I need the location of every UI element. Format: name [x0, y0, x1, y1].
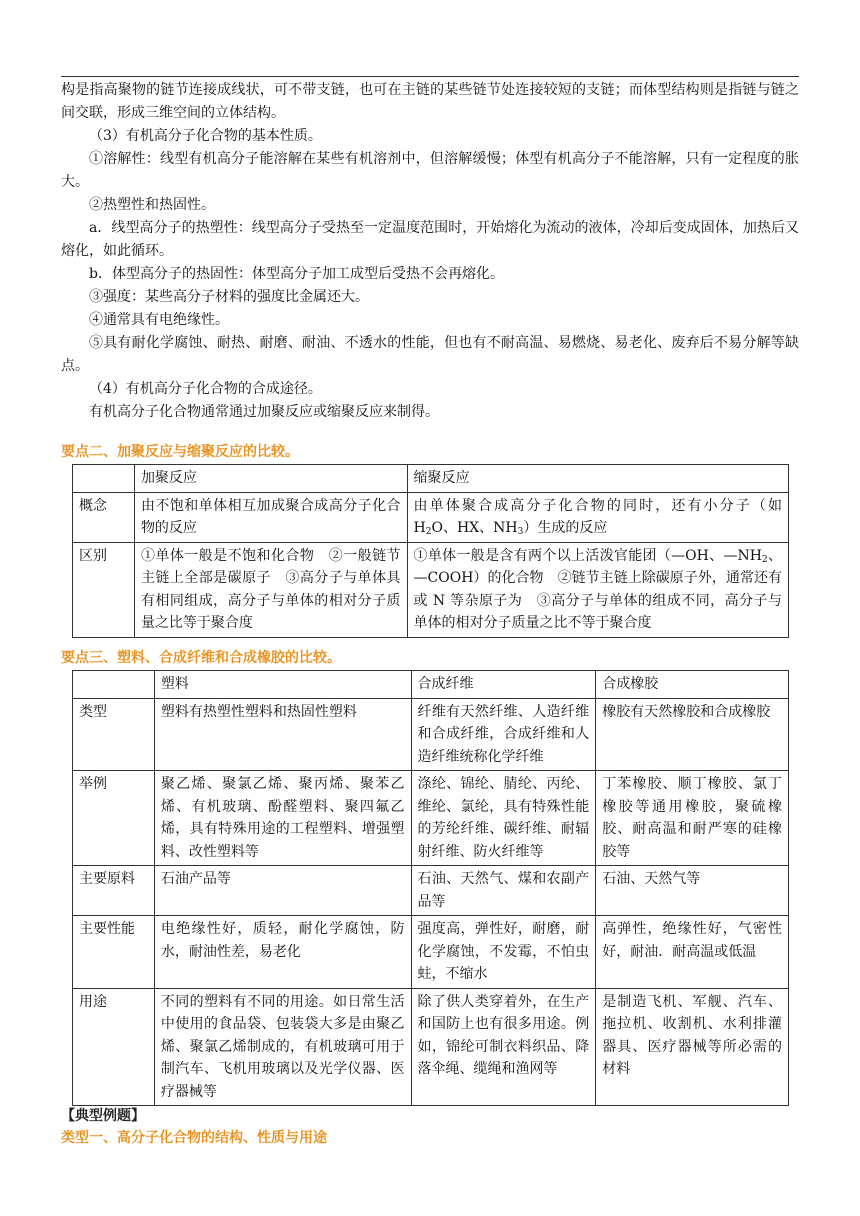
examples-title: 【典型例题】: [61, 1108, 145, 1124]
intro-paragraph-6: b．体型高分子的热固性：体型高分子加工成型后受热不会再熔化。: [89, 266, 504, 282]
table-row: [73, 465, 789, 493]
table-cell: 丁苯橡胶、顺丁橡胶、氯丁橡胶等通用橡胶，聚硫橡胶、耐高温和耐严寒的硅橡胶等: [596, 771, 789, 866]
intro-paragraph-11: 有机高分子化合物通常通过加聚反应或缩聚反应来制得。: [89, 404, 439, 420]
row-label: 区别: [73, 542, 135, 637]
table-cell: [407, 542, 788, 637]
intro-paragraph-1: 构是指高聚物的链节连接成线状，可不带支链，也可在主链的某些链节处连接较短的支链；而体型结构则是指链与链之间交联，形成三维空间的立体结构。: [61, 82, 799, 121]
row-label: 主要性能: [73, 916, 155, 989]
cell-text: ）生成的反应: [523, 520, 608, 536]
table-header-cell: 合成橡胶: [596, 671, 789, 699]
table-header-cell: [73, 671, 155, 699]
header-rule: [61, 76, 799, 77]
table-row: [73, 698, 789, 771]
table-header-cell: [73, 465, 135, 493]
intro-paragraph-4: ②热塑性和热固性。: [89, 197, 215, 213]
table-cell: 电绝缘性好，质轻，耐化学腐蚀，防水，耐油性差，易老化: [154, 916, 411, 989]
table-cell: 纤维有天然纤维、人造纤维和合成纤维，合成纤维和人造纤维统称化学纤维: [411, 698, 596, 771]
table-cell: 聚乙烯、聚氯乙烯、聚丙烯、聚苯乙烯、有机玻璃、酚醛塑料、聚四氟乙烯，具有特殊用途的工程塑料、增强塑料、改性塑料等: [154, 771, 411, 866]
table-cell: 除了供人类穿着外，在生产和国防上也有很多用途。例如，锦纶可制衣料织品、降落伞绳、缆绳和渔网等: [411, 988, 596, 1106]
table-cell: 石油产品等: [154, 866, 411, 916]
table-cell: 塑料有热塑性塑料和热固性塑料: [154, 698, 411, 771]
table-header-cell: 缩聚反应: [407, 465, 788, 493]
table-cell: 不同的塑料有不同的用途。如日常生活中使用的食品袋、包装袋大多是由聚乙烯、聚氯乙烯制成的，有机玻璃可用于制汽车、飞机用玻璃以及光学仪器、医疗器械等: [154, 988, 411, 1106]
table-row: [73, 866, 789, 916]
table-cell: 涤纶、锦纶、腈纶、丙纶、维纶、氯纶，具有特殊性能的芳纶纤维、碳纤维、耐辐射纤维、防火纤维等: [411, 771, 596, 866]
subscript: 2: [761, 554, 768, 565]
subscript: 2: [425, 527, 432, 537]
table-row: [73, 492, 789, 542]
table-header-cell: 加聚反应: [134, 465, 407, 493]
table-row: [73, 542, 789, 637]
intro-paragraph-10: （4）有机高分子化合物的合成途径。: [89, 381, 322, 397]
intro-paragraph-2: （3）有机高分子化合物的基本性质。: [89, 128, 322, 144]
table-cell: [407, 492, 788, 542]
cell-text: 、—COOH）的化合物 ②链节主链上除碳原子外，通常还有或 N 等杂原子为 ③高分子与单体的组成不同，高分子与单体的相对分子质量之比不等于聚合度: [413, 547, 783, 631]
table-cell: ①单体一般是不饱和化合物 ②一般链节主链上全部是碳原子 ③高分子与单体具有相同组成，高分子与单体的相对分子质量之比等于聚合度: [134, 542, 407, 637]
subscript: 3: [517, 527, 524, 537]
section2-title: 要点二、加聚反应与缩聚反应的比较。: [61, 444, 299, 460]
table-cell: 石油、天然气、煤和农副产品等: [411, 866, 596, 916]
table-header-cell: 合成纤维: [411, 671, 596, 699]
section3-title: 要点三、塑料、合成纤维和合成橡胶的比较。: [61, 650, 341, 666]
table-cell: 强度高，弹性好，耐磨，耐化学腐蚀，不发霉，不怕虫蛀，不缩水: [411, 916, 596, 989]
table-row: [73, 988, 789, 1106]
intro-paragraph-7: ③强度：某些高分子材料的强度比金属还大。: [89, 289, 369, 305]
example-type1-title: 类型一、高分子化合物的结构、性质与用途: [61, 1130, 327, 1146]
table-row: [73, 771, 789, 866]
row-label: 概念: [73, 492, 135, 542]
intro-paragraph-3: ①溶解性：线型有机高分子能溶解在某些有机溶剂中，但溶解缓慢；体型有机高分子不能溶解，只有一定程度的胀大。: [61, 151, 799, 190]
intro-paragraph-8: ④通常具有电绝缘性。: [89, 312, 229, 328]
intro-paragraph-5: a．线型高分子的热塑性：线型高分子受热至一定温度范围时，开始熔化为流动的液体，冷却后变成固体，加热后又熔化，如此循环。: [61, 220, 799, 259]
table-cell: 高弹性，绝缘性好，气密性好，耐油．耐高温或低温: [596, 916, 789, 989]
table-header-cell: 塑料: [154, 671, 411, 699]
materials-comparison-table: [72, 670, 789, 1106]
table-cell: 由不饱和单体相互加成聚合成高分子化合物的反应: [134, 492, 407, 542]
cell-text: 由单体聚合成高分子化合物的同时，还有小分子（如 H: [413, 497, 782, 536]
table-row: [73, 671, 789, 699]
cell-text: ①单体一般是含有两个以上活泼官能团（—OH、—NH: [413, 547, 762, 564]
table-cell: 橡胶有天然橡胶和合成橡胶: [596, 698, 789, 771]
row-label: 举例: [73, 771, 155, 866]
table-cell: 石油、天然气等: [596, 866, 789, 916]
row-label: 类型: [73, 698, 155, 771]
polymerization-comparison-table: [72, 464, 789, 638]
table-cell: 是制造飞机、军舰、汽车、拖拉机、收割机、水利排灌器具、医疗器械等所必需的材料: [596, 988, 789, 1106]
row-label: 用途: [73, 988, 155, 1106]
cell-text: O、HX、NH: [431, 520, 518, 536]
row-label: 主要原料: [73, 866, 155, 916]
intro-paragraph-9: ⑤具有耐化学腐蚀、耐热、耐磨、耐油、不透水的性能，但也有不耐高温、易燃烧、易老化、废弃后不易分解等缺点。: [61, 335, 799, 374]
table-row: [73, 916, 789, 989]
